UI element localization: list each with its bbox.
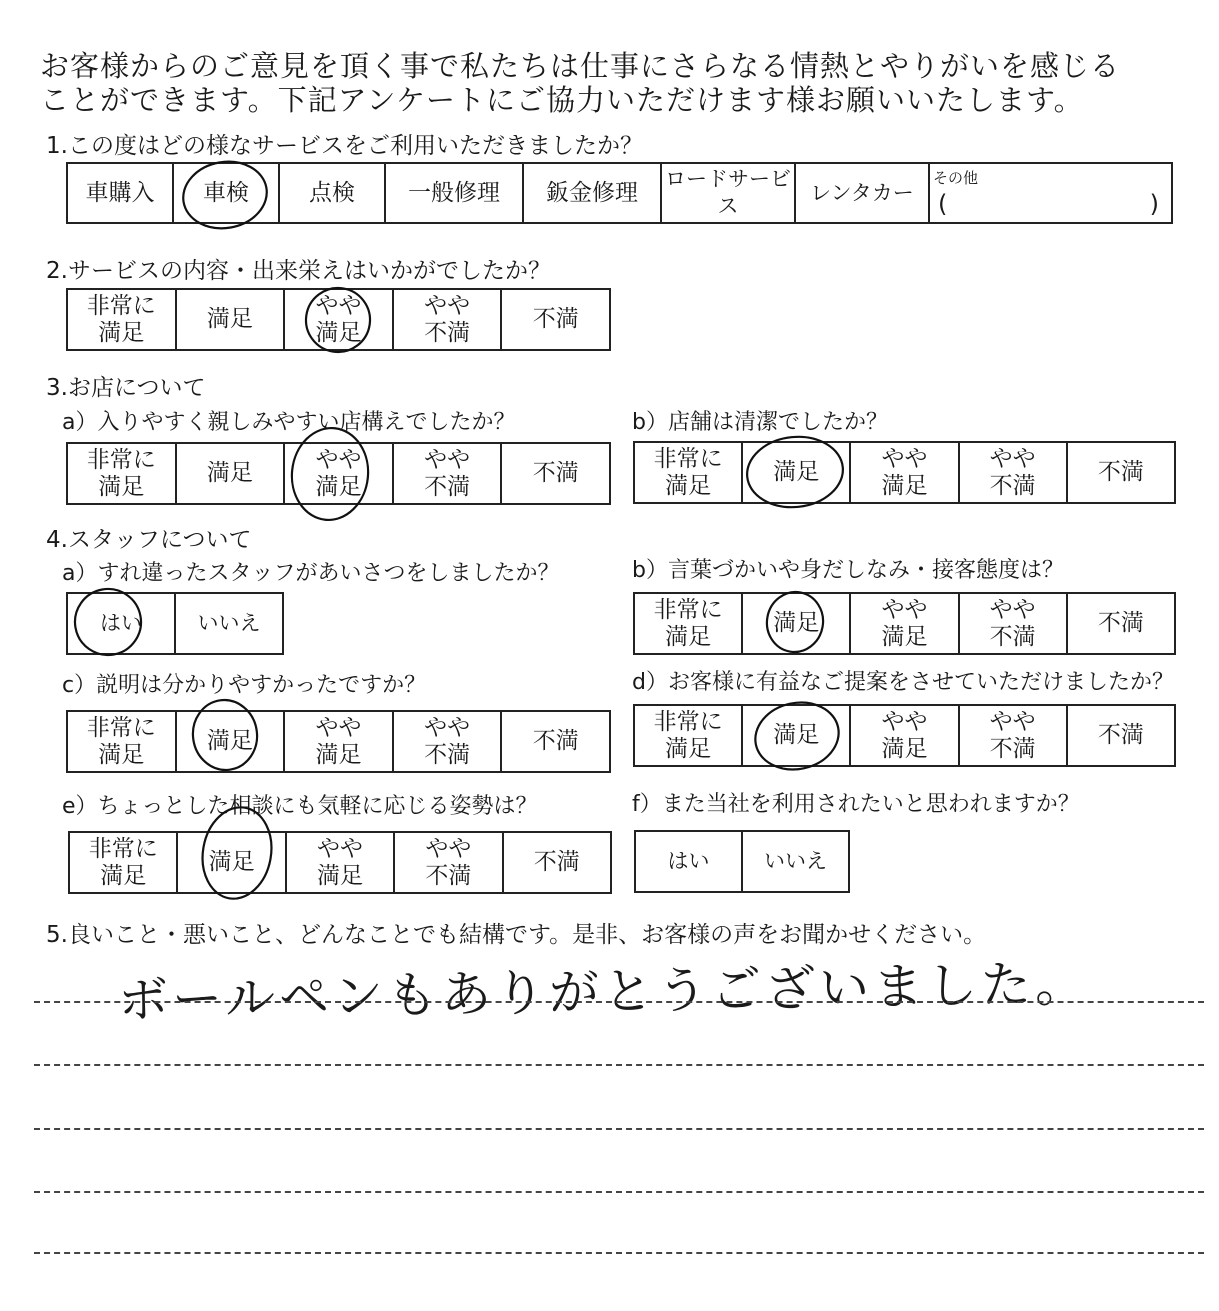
cell-text-top: やや xyxy=(989,708,1036,735)
q4c-satisfied[interactable]: 満足 xyxy=(176,711,285,772)
q4f-no[interactable]: いいえ xyxy=(742,831,849,892)
cell-text-top: やや xyxy=(424,292,471,319)
q4f-yes[interactable]: はい xyxy=(635,831,742,892)
cell-text-bottom: 満足 xyxy=(315,741,362,768)
q4d-very-satisfied[interactable] xyxy=(634,705,742,766)
cell-text-bottom: 不満 xyxy=(424,473,471,500)
q1-option-check[interactable]: 点検 xyxy=(279,163,385,223)
cell-text-top: やや xyxy=(881,708,928,735)
q1-option-inspection-shaken[interactable]: 車検 xyxy=(173,163,279,223)
cell-text-bottom: 満足 xyxy=(315,319,362,346)
q3b-very-satisfied[interactable] xyxy=(634,442,742,503)
q4d-somewhat-dissatisfied[interactable] xyxy=(959,705,1067,766)
q4b-very-satisfied[interactable] xyxy=(634,593,742,654)
q4c-label: c）説明は分かりやすかったですか？ xyxy=(62,673,427,698)
cell-text-top: やや xyxy=(881,445,928,472)
q4d-dissatisfied[interactable]: 不満 xyxy=(1067,705,1175,766)
q4e-somewhat-satisfied[interactable] xyxy=(286,832,394,893)
cell-text-top: やや xyxy=(425,835,472,862)
answer-line-3 xyxy=(34,1128,1204,1130)
q1-option-sheet-metal[interactable]: 鈑金修理 xyxy=(523,163,661,223)
q1-option-car-purchase[interactable]: 車購入 xyxy=(67,163,173,223)
cell-text-bottom: 満足 xyxy=(315,473,362,500)
q4d-somewhat-satisfied[interactable] xyxy=(850,705,958,766)
q1-option-rental-car[interactable]: レンタカー xyxy=(795,163,929,223)
cell-text-top: 非常に xyxy=(653,596,723,623)
cell-text-top: 非常に xyxy=(86,292,156,319)
q4e-very-satisfied[interactable] xyxy=(69,832,177,893)
cell-text-bottom: 不満 xyxy=(989,623,1036,650)
q3b-label: b）店舗は清潔でしたか？ xyxy=(632,410,888,435)
q2-dissatisfied[interactable]: 不満 xyxy=(501,289,610,350)
q3-title: 3.お店について xyxy=(46,375,206,401)
q3b-somewhat-dissatisfied[interactable] xyxy=(959,442,1067,503)
cell-text-bottom: 満足 xyxy=(881,735,928,762)
q4c-somewhat-dissatisfied[interactable] xyxy=(393,711,502,772)
q3b-dissatisfied[interactable]: 不満 xyxy=(1067,442,1175,503)
cell-text-bottom: 満足 xyxy=(98,319,145,346)
answer-line-5 xyxy=(34,1252,1204,1254)
q2-somewhat-satisfied[interactable] xyxy=(284,289,393,350)
q4e-somewhat-dissatisfied[interactable] xyxy=(394,832,502,893)
q1-other-label: その他 xyxy=(933,169,979,187)
cell-text-top: やや xyxy=(316,835,363,862)
q4c-scale xyxy=(66,710,611,773)
cell-text-top: 非常に xyxy=(86,446,156,473)
cell-text-top: 非常に xyxy=(88,835,158,862)
cell-text-bottom: 不満 xyxy=(989,735,1036,762)
q4b-label: b）言葉づかいや身だしなみ・接客態度は？ xyxy=(632,558,1064,583)
q4f-scale xyxy=(634,830,850,893)
q4d-satisfied[interactable]: 満足 xyxy=(742,705,850,766)
q3a-very-satisfied[interactable] xyxy=(67,443,176,504)
intro-line-1: お客様からのご意見を頂く事で私たちは仕事にさらなる情熱とやりがいを感じる xyxy=(40,49,1121,83)
q4e-satisfied[interactable]: 満足 xyxy=(177,832,285,893)
cell-text-top: やや xyxy=(424,714,471,741)
q4b-somewhat-satisfied[interactable] xyxy=(850,593,958,654)
cell-text-bottom: 満足 xyxy=(881,472,928,499)
q4b-satisfied[interactable]: 満足 xyxy=(742,593,850,654)
cell-text-bottom: 満足 xyxy=(316,862,363,889)
cell-text-bottom: 満足 xyxy=(98,741,145,768)
q4a-no[interactable]: いいえ xyxy=(175,593,283,654)
cell-text-top: 非常に xyxy=(653,445,723,472)
cell-text-bottom: 満足 xyxy=(98,473,145,500)
q4c-very-satisfied[interactable] xyxy=(67,711,176,772)
answer-line-2 xyxy=(34,1064,1204,1066)
q4e-label: e）ちょっとした相談にも気軽に応じる姿勢は？ xyxy=(62,794,538,819)
cell-text-bottom: 満足 xyxy=(881,623,928,650)
q2-very-satisfied[interactable] xyxy=(67,289,176,350)
q2-scale xyxy=(66,288,611,351)
q4d-scale xyxy=(633,704,1176,767)
q3a-somewhat-satisfied[interactable] xyxy=(284,443,393,504)
q3a-dissatisfied[interactable]: 不満 xyxy=(501,443,610,504)
cell-text-top: やや xyxy=(315,446,362,473)
q5-handwritten-answer: ボールペンもありがとうございました。 xyxy=(117,954,1090,1030)
answer-line-1 xyxy=(34,1001,1204,1003)
cell-text-bottom: 満足 xyxy=(100,862,147,889)
q4c-dissatisfied[interactable]: 不満 xyxy=(501,711,610,772)
q3b-somewhat-satisfied[interactable] xyxy=(850,442,958,503)
cell-text-bottom: 満足 xyxy=(665,623,712,650)
q4c-somewhat-satisfied[interactable] xyxy=(284,711,393,772)
cell-text-top: やや xyxy=(989,596,1036,623)
q2-satisfied[interactable]: 満足 xyxy=(176,289,285,350)
q1-other-paren-open: ( xyxy=(938,190,948,218)
q3a-satisfied[interactable]: 満足 xyxy=(176,443,285,504)
q4a-scale xyxy=(66,592,284,655)
cell-text-bottom: 不満 xyxy=(424,319,471,346)
q4b-scale xyxy=(633,592,1176,655)
q3a-somewhat-dissatisfied[interactable] xyxy=(393,443,502,504)
q3b-scale xyxy=(633,441,1176,504)
q1-other-paren-close: ) xyxy=(1149,190,1159,218)
q4e-scale xyxy=(68,831,612,894)
cell-text-bottom: 不満 xyxy=(989,472,1036,499)
q3a-label: a）入りやすく親しみやすい店構えでしたか？ xyxy=(62,410,516,435)
cell-text-top: やや xyxy=(881,596,928,623)
q4b-dissatisfied[interactable]: 不満 xyxy=(1067,593,1175,654)
q2-somewhat-dissatisfied[interactable] xyxy=(393,289,502,350)
cell-text-bottom: 満足 xyxy=(665,735,712,762)
cell-text-top: やや xyxy=(315,292,362,319)
q3b-satisfied[interactable]: 満足 xyxy=(742,442,850,503)
q4b-somewhat-dissatisfied[interactable] xyxy=(959,593,1067,654)
answer-line-4 xyxy=(34,1191,1204,1193)
q5-title: 5.良いこと・悪いこと、どんなことでも結構です。是非、お客様の声をお聞かせください。 xyxy=(46,922,987,948)
q1-option-road-service[interactable]: ロードサービス xyxy=(661,163,795,223)
cell-text-top: やや xyxy=(315,714,362,741)
cell-text-top: やや xyxy=(424,446,471,473)
intro-line-2: ことができます。下記アンケートにご協力いただけます様お願いいたします。 xyxy=(40,83,1084,117)
q4d-label: d）お客様に有益なご提案をさせていただけましたか？ xyxy=(632,670,1174,695)
q4-title: 4.スタッフについて xyxy=(46,527,252,553)
q1-options xyxy=(66,162,1173,224)
q1-option-other[interactable] xyxy=(929,163,1172,223)
q4a-yes[interactable]: はい xyxy=(67,593,175,654)
q2-title: 2.サービスの内容・出来栄えはいかがでしたか？ xyxy=(46,258,551,284)
q1-title: 1.この度はどの様なサービスをご利用いただきましたか？ xyxy=(46,133,643,159)
cell-text-top: 非常に xyxy=(653,708,723,735)
q4a-label: a）すれ違ったスタッフがあいさつをしましたか？ xyxy=(62,561,560,586)
q4f-label: f）また当社を利用されたいと思われますか？ xyxy=(632,792,1080,817)
cell-text-bottom: 不満 xyxy=(425,862,472,889)
q4e-dissatisfied[interactable]: 不満 xyxy=(503,832,611,893)
q1-option-general-repair[interactable]: 一般修理 xyxy=(385,163,523,223)
cell-text-top: 非常に xyxy=(86,714,156,741)
cell-text-top: やや xyxy=(989,445,1036,472)
cell-text-bottom: 満足 xyxy=(665,472,712,499)
q3a-scale xyxy=(66,442,611,505)
cell-text-bottom: 不満 xyxy=(424,741,471,768)
